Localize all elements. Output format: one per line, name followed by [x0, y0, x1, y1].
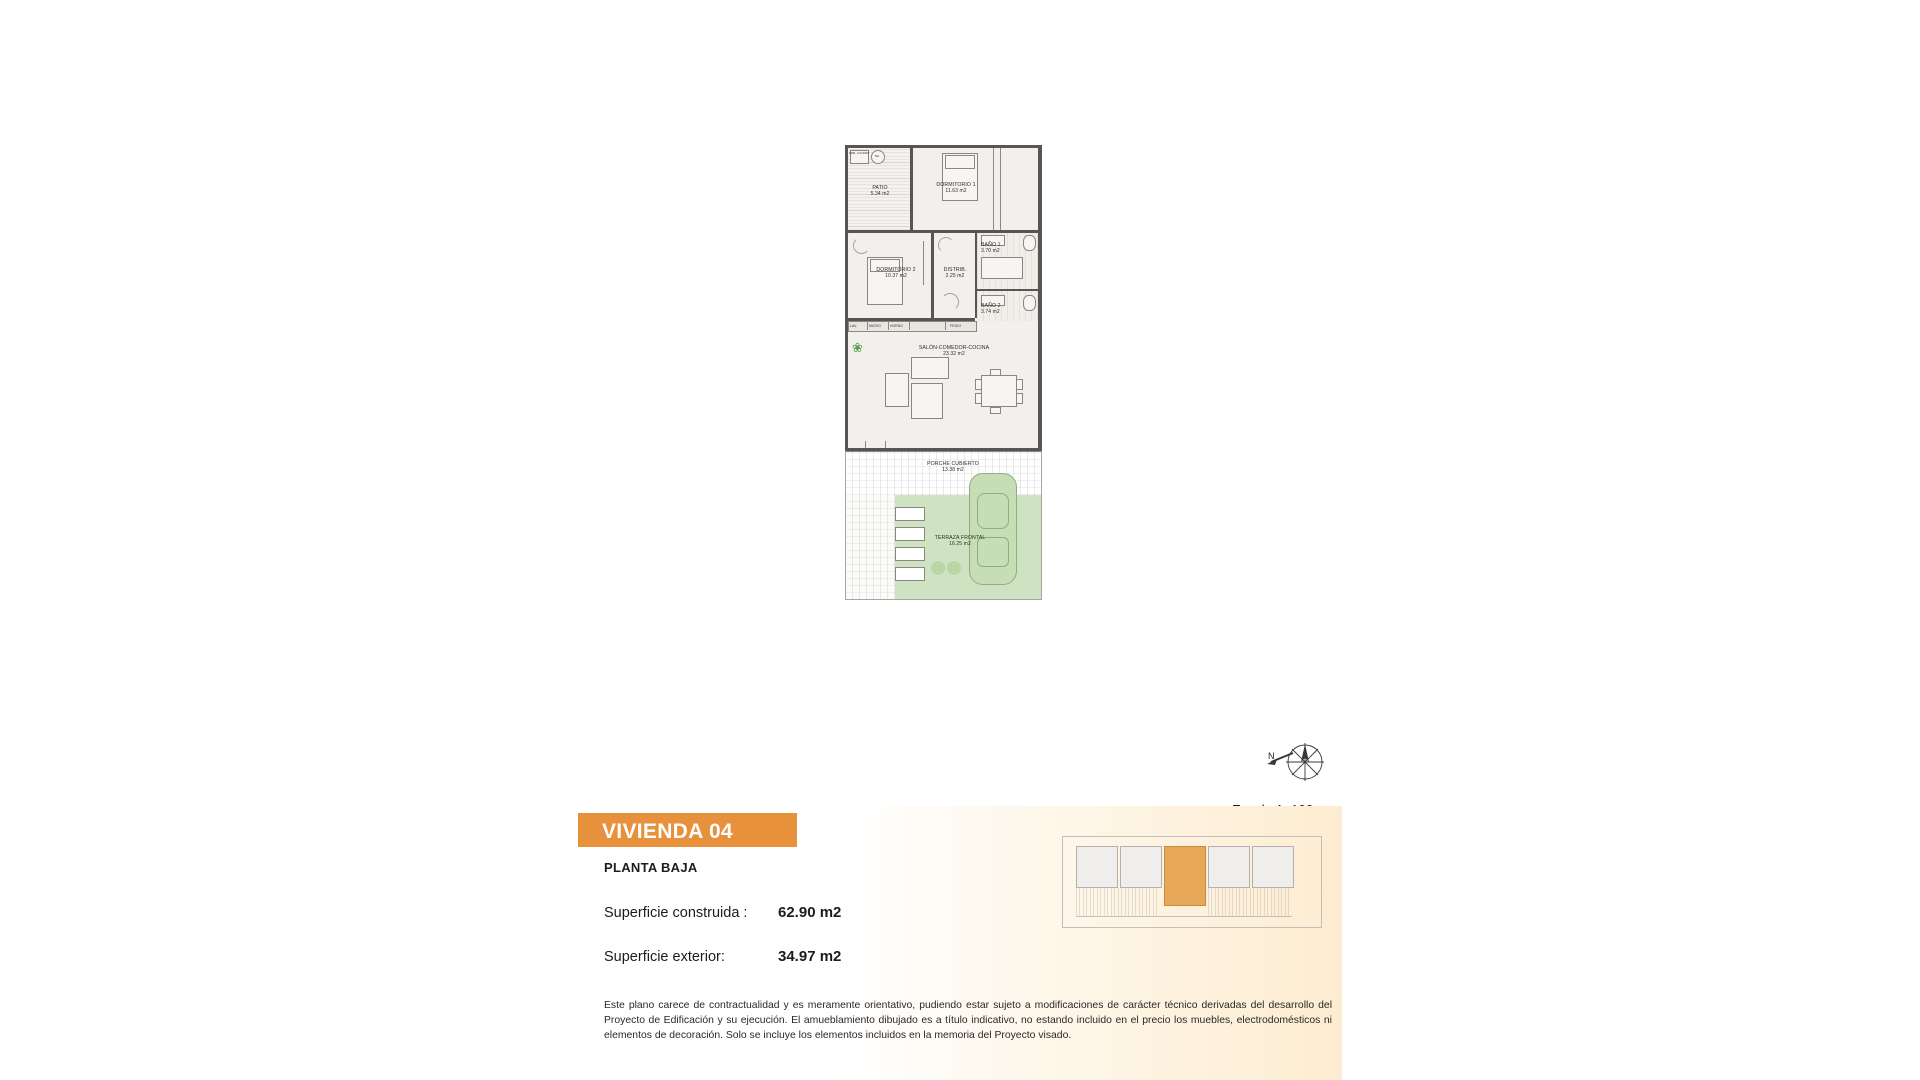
- closet-line-d1: [993, 148, 994, 230]
- car-windshield: [977, 493, 1009, 529]
- floor-level-label: PLANTA BAJA: [604, 860, 698, 875]
- kp-left-line: [1062, 836, 1063, 928]
- room-area-bano-1: 3.70 m2: [981, 248, 1000, 255]
- meter-water-label: ARM. CUADRO: [849, 152, 870, 155]
- window-line-1: [865, 441, 866, 448]
- door-arc-d2: [853, 237, 870, 254]
- kp-unit-5: [1252, 846, 1294, 888]
- page-title: VIVIENDA 04: [602, 820, 733, 843]
- room-name-porche: PORCHE CUBIERTO: [927, 461, 979, 467]
- room-area-salon: 23.32 m2: [943, 351, 965, 358]
- room-label-patio: [853, 185, 907, 197]
- appliance-lav-label: LAV.: [850, 323, 858, 328]
- room-name-bano-1: BAÑO 1: [981, 242, 1001, 248]
- kp-hatch-left: [1076, 888, 1160, 916]
- room-area-dormitorio-2: 10.37 m2: [885, 273, 907, 280]
- meter-electric-label: TEL: [874, 155, 880, 158]
- kp-bottom-line: [1062, 927, 1322, 928]
- built-area-value: 62.90 m2: [778, 904, 842, 921]
- window-line-2: [885, 441, 886, 448]
- room-label-distrib: [935, 267, 975, 279]
- room-area-bano-2: 3.74 m2: [981, 309, 1000, 316]
- built-area-label: Superficie construida :: [604, 905, 748, 921]
- room-name-dormitorio-2: DORMITORIO 2: [876, 267, 916, 273]
- car-outline: [969, 473, 1017, 585]
- door-arc-distrib: [938, 237, 954, 253]
- compass-rose: [1263, 738, 1329, 786]
- appliance-frigo-label: FRIGO: [950, 323, 962, 328]
- room-label-porche: [913, 461, 993, 473]
- floor-plan-drawing: [845, 145, 1093, 755]
- appliance-horno-label: HORNO: [890, 323, 904, 328]
- plot-bottom-edge: [845, 599, 1042, 600]
- counter-div-1: [867, 321, 868, 330]
- bed-pillow-d1: [945, 155, 975, 169]
- kp-unit-1: [1076, 846, 1118, 888]
- kp-hatch-right: [1208, 888, 1292, 916]
- room-label-salon: [907, 345, 1001, 357]
- room-label-bano-1: [981, 242, 1025, 254]
- chair-4: [1016, 393, 1023, 404]
- room-name-terraza: TERRAZA FRONTAL: [934, 535, 986, 541]
- counter-div-3: [909, 321, 910, 330]
- room-area-dormitorio-1: 11.63 m2: [945, 188, 967, 195]
- slab-3: [895, 547, 925, 561]
- kp-unit-4: [1208, 846, 1250, 888]
- room-label-terraza: [921, 535, 999, 547]
- exterior-area-value: 34.97 m2: [778, 948, 842, 965]
- room-area-terraza: 16.25 m2: [949, 541, 971, 548]
- room-name-dormitorio-1: DORMITORIO 1: [936, 182, 976, 188]
- island: [911, 383, 943, 419]
- info-panel: [578, 806, 1342, 1080]
- shrub-2: [947, 561, 961, 575]
- room-name-bano-2: BAÑO 2: [981, 303, 1001, 309]
- room-label-dormitorio-2: [863, 267, 929, 279]
- kp-unit-2: [1120, 846, 1162, 888]
- room-name-distrib: DISTRIB.: [943, 267, 967, 273]
- chair-5: [990, 369, 1001, 376]
- chair-3: [1016, 379, 1023, 390]
- appliance-micro-label: MICRO: [869, 323, 881, 328]
- slab-1: [895, 507, 925, 521]
- porche-top-edge: [845, 451, 1042, 452]
- kp-street-line: [1076, 916, 1292, 917]
- disclaimer-text: Este plano carece de contractualidad y es meramente orientativo, pudiendo estar sujeto a modificaciones de carácter técnico derivadas del desarrollo del Proyecto de Edificación y su ejecución. El amueblamiento dibujado es a título indicativo, no estando incluido en el precio los muebles, electrodomésticos ni elementos de decoración. Solo se incluye los elementos incluidos en la memoria del Proyecto visado.: [604, 1000, 1332, 1041]
- dining-table: [981, 375, 1017, 407]
- plot-right-edge: [1041, 451, 1042, 600]
- room-label-dormitorio-1: [923, 182, 989, 194]
- kp-right-line: [1321, 836, 1322, 928]
- kp-top-line: [1062, 836, 1322, 837]
- slab-4: [895, 567, 925, 581]
- plot-left-edge: [845, 451, 846, 600]
- terraza-paving: [845, 495, 895, 600]
- title-badge: [578, 813, 797, 847]
- key-plan: [1062, 836, 1322, 928]
- room-area-patio: 5.34 m2: [870, 191, 890, 198]
- door-arc-distrib-2: [941, 293, 959, 311]
- room-area-distrib: 2.25 m2: [945, 273, 965, 280]
- counter-div-2: [888, 321, 889, 330]
- sofa: [885, 373, 909, 407]
- counter-div-4: [945, 321, 946, 330]
- chair-6: [990, 407, 1001, 414]
- compass-north-letter: N: [1268, 751, 1275, 761]
- table-kitchen: [911, 357, 949, 379]
- wall-right-outer: [1038, 145, 1042, 451]
- plant-icon: ❀: [852, 340, 863, 355]
- exterior-area-label: Superficie exterior:: [604, 949, 725, 965]
- shrub-1: [931, 561, 945, 575]
- kp-unit-highlight: [1164, 846, 1206, 906]
- chair-1: [975, 379, 982, 390]
- room-name-salon: SALÓN-COMEDOR-COCINA: [918, 345, 990, 351]
- shower-bano-1: [981, 257, 1023, 279]
- closet-line-d1b: [1000, 148, 1001, 230]
- room-label-bano-2: [981, 303, 1025, 315]
- room-name-patio: PATIO: [872, 185, 888, 191]
- room-area-porche: 13.38 m2: [942, 467, 964, 474]
- chair-2: [975, 393, 982, 404]
